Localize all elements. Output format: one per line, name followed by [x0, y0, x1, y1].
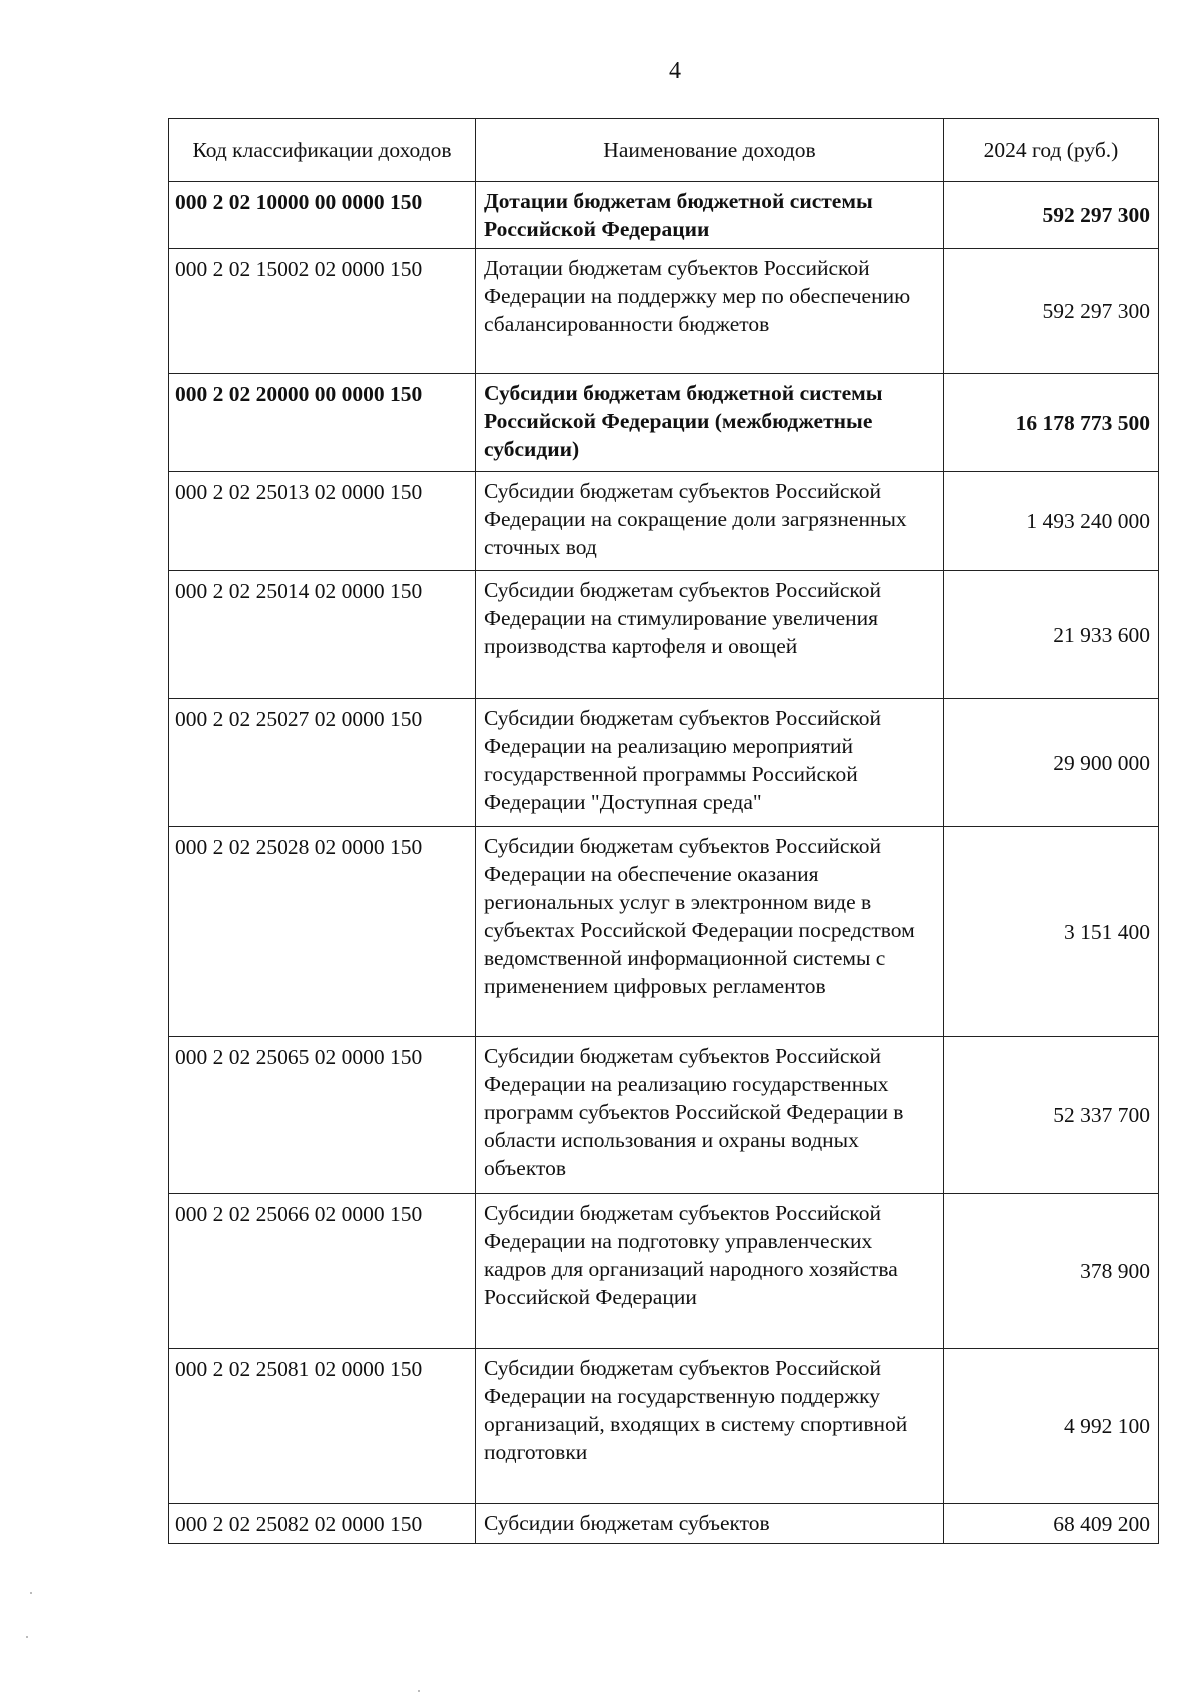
income-amount: 52 337 700	[944, 1037, 1159, 1194]
table-row	[169, 472, 1159, 571]
income-code: 000 2 02 25014 02 0000 150	[169, 571, 476, 699]
table-row	[169, 1037, 1159, 1194]
table-row	[169, 249, 1159, 374]
income-amount: 592 297 300	[944, 182, 1159, 249]
income-amount: 29 900 000	[944, 699, 1159, 827]
scan-speck	[418, 1690, 420, 1692]
header-code: Код классификации доходов	[169, 119, 476, 182]
income-name: Субсидии бюджетам субъектов Российской Федерации на реализацию государственных программ субъектов Российской Федерации в области использования и охраны водных объектов	[476, 1037, 944, 1194]
income-name: Субсидии бюджетам субъектов Российской Федерации на реализацию мероприятий государственной программы Российской Федерации "Доступная среда"	[476, 699, 944, 827]
table-row	[169, 374, 1159, 472]
income-name: Субсидии бюджетам субъектов Российской Федерации на государственную поддержку организаций, входящих в систему спортивной подготовки	[476, 1349, 944, 1504]
table-row	[169, 1504, 1159, 1544]
income-name: Субсидии бюджетам субъектов Российской Федерации на подготовку управленческих кадров для организаций народного хозяйства Российской Федерации	[476, 1194, 944, 1349]
scan-speck	[26, 1636, 28, 1638]
scan-speck	[30, 1592, 32, 1594]
income-code: 000 2 02 25028 02 0000 150	[169, 827, 476, 1037]
income-name: Субсидии бюджетам субъектов Российской Федерации на сокращение доли загрязненных сточных вод	[476, 472, 944, 571]
income-name: Дотации бюджетам бюджетной системы Российской Федерации	[476, 182, 944, 249]
header-name: Наименование доходов	[476, 119, 944, 182]
income-name: Субсидии бюджетам бюджетной системы Российской Федерации (межбюджетные субсидии)	[476, 374, 944, 472]
income-code: 000 2 02 25066 02 0000 150	[169, 1194, 476, 1349]
income-code: 000 2 02 20000 00 0000 150	[169, 374, 476, 472]
income-code: 000 2 02 25081 02 0000 150	[169, 1349, 476, 1504]
income-amount: 1 493 240 000	[944, 472, 1159, 571]
table-row	[169, 699, 1159, 827]
income-amount: 378 900	[944, 1194, 1159, 1349]
income-name: Дотации бюджетам субъектов Российской Федерации на поддержку мер по обеспечению сбалансированности бюджетов	[476, 249, 944, 374]
income-amount: 4 992 100	[944, 1349, 1159, 1504]
income-code: 000 2 02 10000 00 0000 150	[169, 182, 476, 249]
table-row	[169, 182, 1159, 249]
table-row	[169, 1349, 1159, 1504]
income-table	[168, 118, 1159, 1544]
table-row	[169, 571, 1159, 699]
income-amount: 21 933 600	[944, 571, 1159, 699]
income-name: Субсидии бюджетам субъектов Российской Федерации на обеспечение оказания региональных услуг в электронном виде в субъектах Российской Федерации посредством ведомственной информационной системы с применением цифровых регламентов	[476, 827, 944, 1037]
income-code: 000 2 02 25027 02 0000 150	[169, 699, 476, 827]
income-code: 000 2 02 25013 02 0000 150	[169, 472, 476, 571]
income-code: 000 2 02 15002 02 0000 150	[169, 249, 476, 374]
header-amount: 2024 год (руб.)	[944, 119, 1159, 182]
income-code: 000 2 02 25065 02 0000 150	[169, 1037, 476, 1194]
income-amount: 592 297 300	[944, 249, 1159, 374]
income-code: 000 2 02 25082 02 0000 150	[169, 1504, 476, 1544]
income-amount: 16 178 773 500	[944, 374, 1159, 472]
page-number: 4	[669, 58, 681, 84]
income-amount: 3 151 400	[944, 827, 1159, 1037]
table-header-row	[169, 119, 1159, 182]
table-row	[169, 1194, 1159, 1349]
table-row	[169, 827, 1159, 1037]
income-amount: 68 409 200	[944, 1504, 1159, 1544]
income-name: Субсидии бюджетам субъектов Российской Федерации на стимулирование увеличения производства картофеля и овощей	[476, 571, 944, 699]
income-name: Субсидии бюджетам субъектов	[476, 1504, 944, 1544]
